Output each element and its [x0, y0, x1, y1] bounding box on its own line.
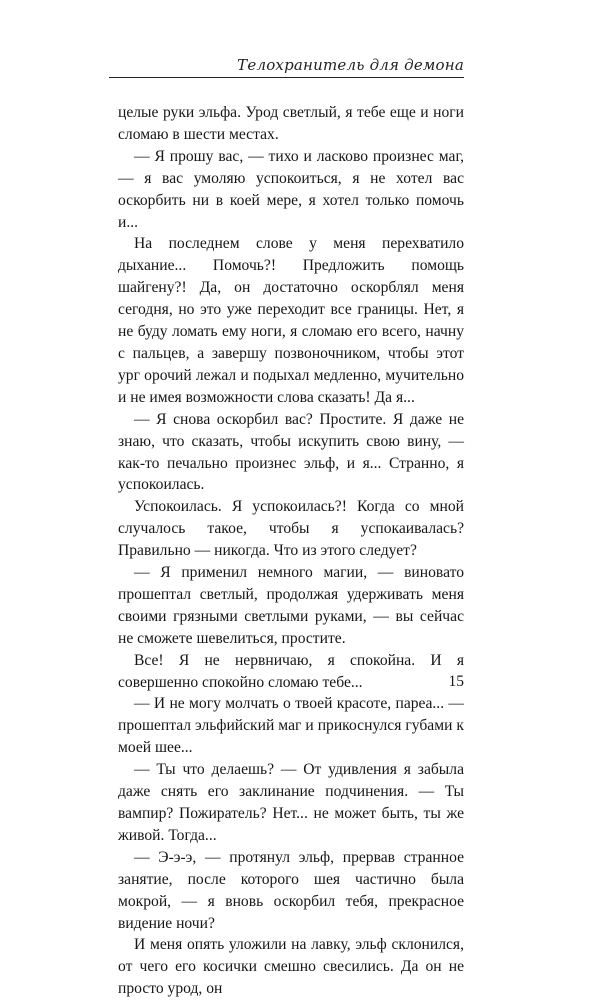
paragraph: — И не могу молчать о твоей красоте, парea... — прошептал эльфийский маг и прикоснулся губами к моей шее... [118, 695, 464, 757]
paragraph: — Я прошу вас, — тихо и ласково произнес маг, — я вас умоляю успокоиться, я не хотел вас оскорбить ни в коей мере, я хотел только помочь и... [118, 147, 464, 231]
paragraph: И меня опять уложили на лавку, эльф склонился, от чего его косички смешно свесились. Да он не просто урод, он [118, 936, 464, 998]
paragraph: целые руки эльфа. Урод светлый, я тебе еще и ноги сломаю в шести местах. [118, 104, 464, 143]
page-number: 15 [448, 673, 464, 690]
paragraph: Все! Я не нервничаю, я спокойна. И я совершенно спокойно сломаю тебе... [118, 651, 464, 691]
paragraph: Успокоилась. Я успокоилась?! Когда со мной случалось такое, чтобы я успокаивалась? Правильно — никогда. Что из этого следует? [118, 498, 464, 560]
paragraph: — Э-э-э, — протянул эльф, прервав странное занятие, после которого шея частично была мокрой, — я вновь оскорбил тебя, прекрасное видение ночи? [118, 848, 464, 932]
paragraph: — Я снова оскорбил вас? Простите. Я даже не знаю, что сказать, чтобы искупить свою вину, — как-то печально произнес эльф, и я... Странно, я успокоилась. [118, 410, 464, 494]
paragraph: — Ты что делаешь? — От удивления я забыла даже снять его заклинание подчинения. — Ты вампир? Пожиратель? Нет... не может быть, ты же живой. Тогда... [118, 761, 464, 844]
paragraph: На последнем слове у меня перехватило дыхание... Помочь?! Предложить помощь шайгену?! Да, он достаточно оскорблял меня сегодня, но это уже переходит все границы. Нет, я не буду ломать ему ноги, я сломаю его всего, начну с пальцев, а завершу позвоночником, чтобы этот ург орочий лежал и подыхал медленно, мучительно и не имея возможности слова сказать! Да я... [118, 235, 464, 406]
running-header [0, 56, 464, 82]
running-header-title: Телохранитель для демона [237, 56, 464, 74]
paragraph: — Я применил немного магии, — виновато прошептал светлый, продолжая удерживать меня своими грязными светлыми руками, — вы сейчас не сможете шевелиться, простите. [118, 564, 464, 647]
body-text [118, 102, 464, 1000]
header-rule [109, 77, 464, 78]
